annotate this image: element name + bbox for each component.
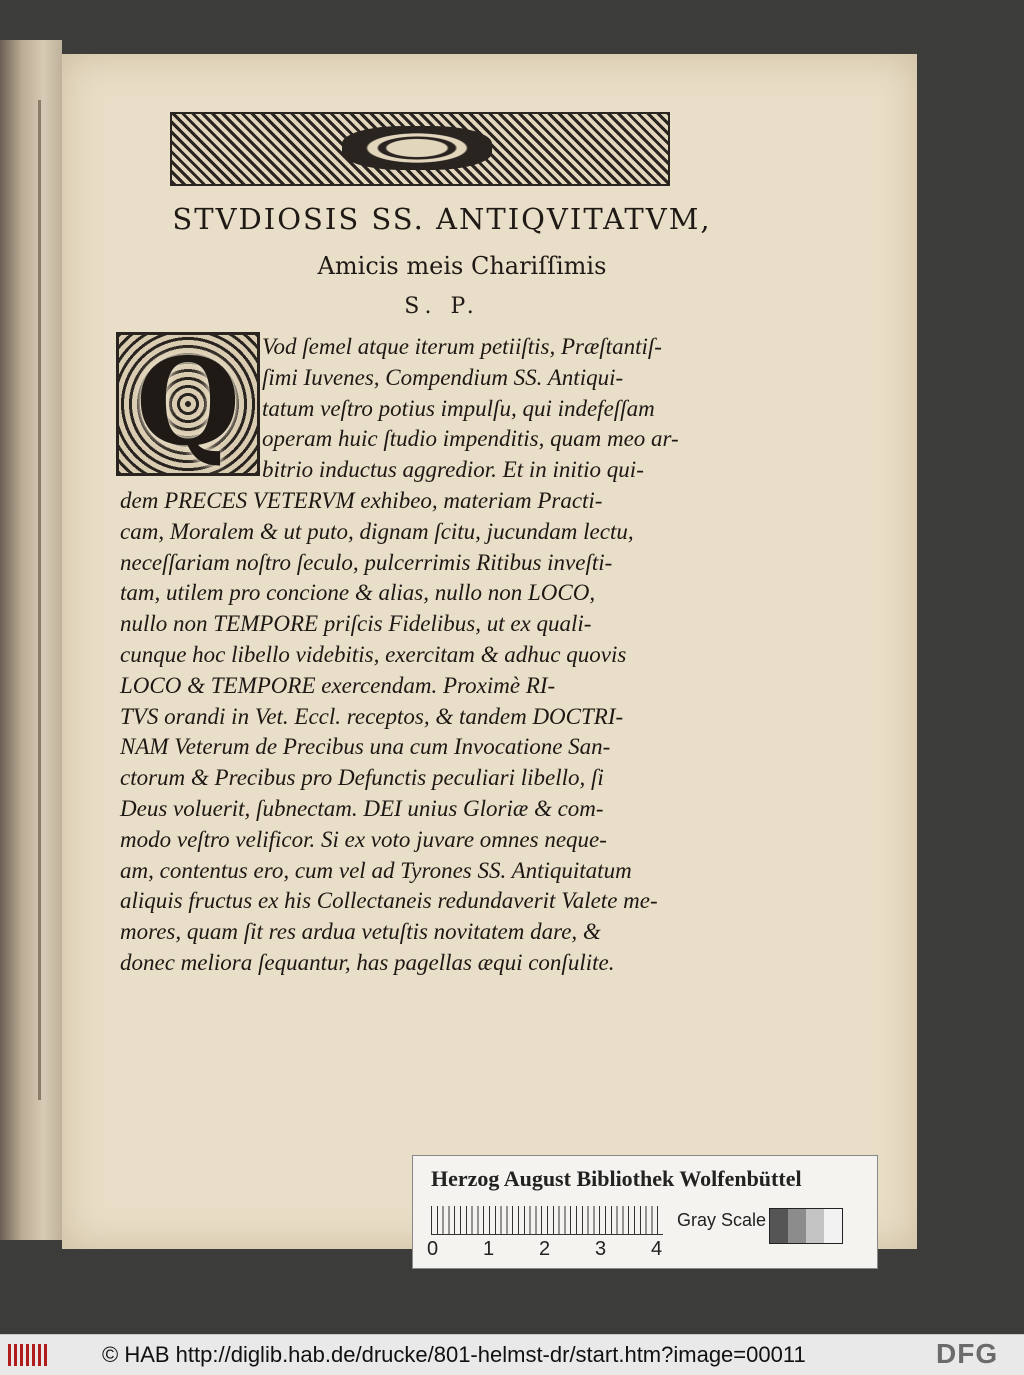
text-line: cam, Moralem & ut puto, dignam ſcitu, jucundam lectu,: [120, 518, 634, 544]
gray-scale-label: Gray Scale: [677, 1210, 767, 1230]
text-line: Deus voluerit, ſubnectam. DEI unius Gloriæ & com-: [120, 795, 604, 821]
text-line: LOCO & TEMPORE exercendam. Proximè RI-: [120, 672, 556, 698]
text-line: cunque hoc libello videbitis, exercitam & adhuc quovis: [120, 641, 627, 667]
text-line: bitrio inductus aggredior. Et in initio qui-: [262, 457, 644, 483]
gray-swatch: [806, 1209, 824, 1243]
text-line: aliquis fructus ex his Collectaneis redundaverit Valete me-: [120, 888, 658, 914]
text-line: nullo non TEMPORE priſcis Fidelibus, ut ex quali-: [120, 611, 592, 637]
hab-logo-icon: [8, 1344, 48, 1366]
source-link[interactable]: © HAB http://diglib.hab.de/drucke/801-helmst-dr/start.htm?image=00011: [102, 1342, 806, 1367]
salutation: S. P.: [404, 294, 480, 319]
ruler-number: 4: [651, 1238, 663, 1260]
library-name: Herzog August Bibliothek Wolfenbüttel: [431, 1166, 802, 1191]
page-title: STVDIOSIS SS. ANTIQVITATVM,: [172, 202, 712, 236]
initial-letter: Q: [135, 332, 241, 473]
text-line: tam, utilem pro concione & alias, nullo non LOCO,: [120, 580, 596, 606]
scale-card: [412, 1155, 878, 1269]
text-line: am, contentus ero, cum vel ad Tyrones SS. Antiquitatum: [120, 857, 632, 883]
decorated-initial: [116, 332, 260, 476]
text-line: neceſſariam noſtro ſeculo, pulcerrimis Ritibus inveſti-: [120, 549, 613, 575]
book-edge: [0, 40, 62, 1240]
ruler-number: 3: [595, 1238, 607, 1260]
text-line: modo veſtro velificor. Si ex voto juvare omnes nequе-: [120, 826, 607, 852]
gray-swatch: [788, 1209, 806, 1243]
text-line: donec meliora ſequantur, has pagellas æqui conſulite.: [120, 949, 615, 975]
text-line: ctorum & Precibus pro Defunctis peculiari libello, ſi: [120, 765, 604, 791]
ornament-shell: [342, 126, 492, 170]
text-line: tatum veſtro potius impulſu, qui indefeſſam: [262, 395, 655, 421]
viewer-footer: [0, 1334, 1024, 1375]
gray-swatch: [824, 1209, 842, 1243]
ruler-number: 0: [427, 1238, 439, 1260]
ruler-ticks: [431, 1206, 663, 1235]
gray-scale-swatches: [769, 1208, 843, 1244]
text-line: operam huic ſtudio impenditis, quam meo ar-: [262, 426, 679, 452]
text-line: Vod ſemel atque iterum petiiſtis, Præſtantiſ-: [262, 334, 662, 359]
document-page: [62, 54, 917, 1249]
text-line: mores, quam ſit res ardua vetuſtis novitatem dare, &: [120, 919, 601, 945]
page-subtitle: Amicis meis Chariſſimis: [317, 252, 607, 280]
text-line: ſimi Iuvenes, Compendium SS. Antiqui-: [262, 364, 624, 390]
text-line: TVS orandi in Vet. Eccl. receptos, & tandem DOCTRI-: [120, 703, 624, 729]
ruler-number: 2: [539, 1238, 551, 1260]
gray-swatch: [770, 1209, 788, 1243]
dfg-logo: DFG: [936, 1338, 999, 1369]
ruler-number: 1: [483, 1238, 495, 1260]
text-line: NAM Veterum de Precibus una cum Invocatione San-: [120, 734, 611, 760]
ornament-band: [170, 112, 670, 186]
book-spine-line: [38, 100, 41, 1100]
text-line: dem PRECES VETERVM exhibeo, materiam Practi-: [120, 487, 603, 513]
